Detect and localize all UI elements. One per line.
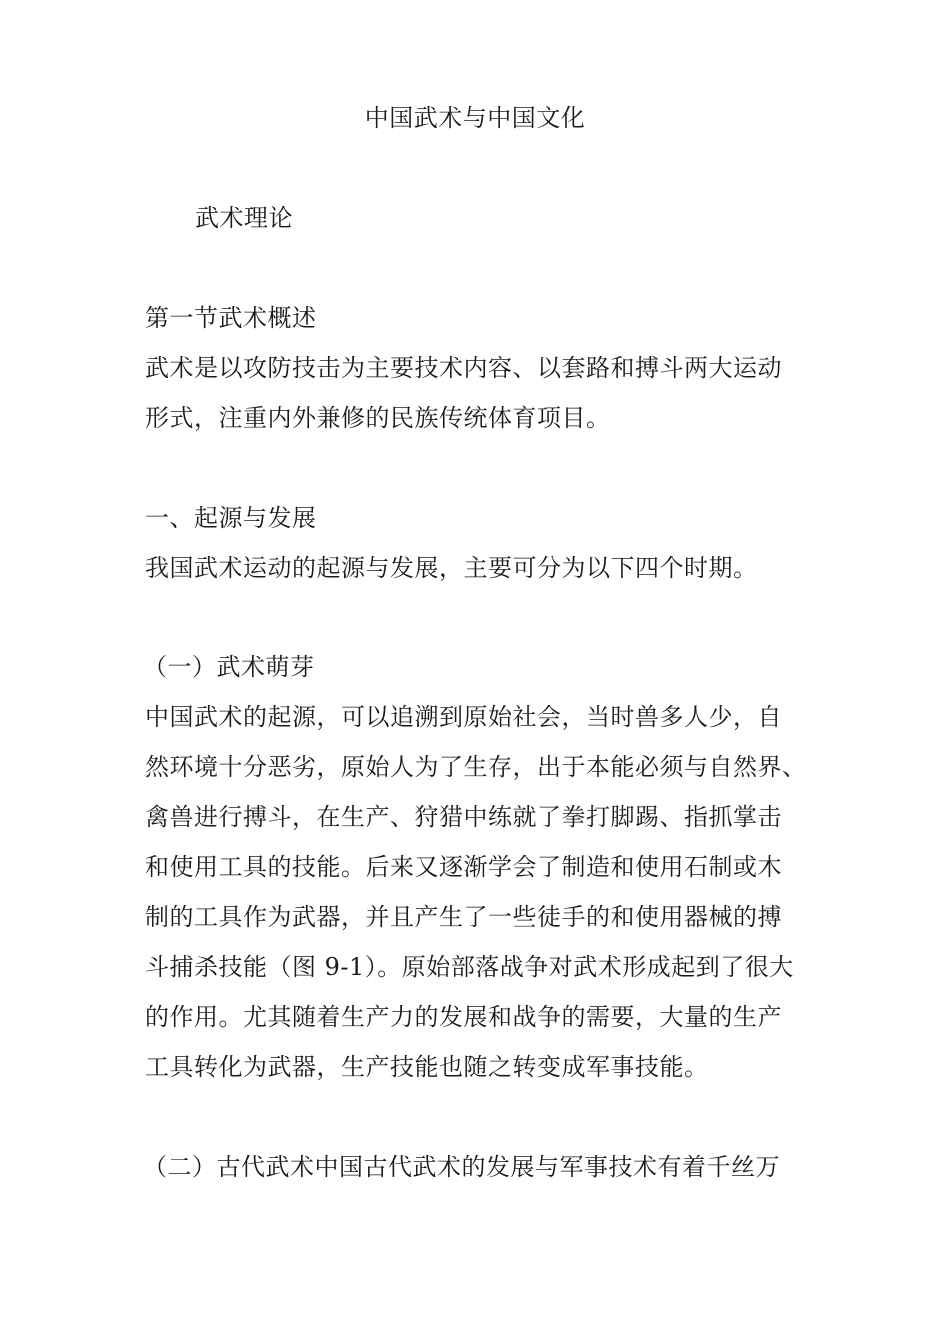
section-heading: 一、起源与发展 bbox=[145, 504, 317, 532]
section-heading: （一）武术萌芽 bbox=[143, 653, 315, 681]
paragraph-line: 中国武术的起源，可以追溯到原始社会，当时兽多人少，自 bbox=[145, 703, 782, 731]
paragraph-line: 制的工具作为武器，并且产生了一些徒手的和使用器械的搏 bbox=[145, 903, 782, 931]
section-heading: 第一节武术概述 bbox=[145, 304, 317, 332]
paragraph-line: 形式，注重内外兼修的民族传统体育项目。 bbox=[145, 404, 611, 432]
paragraph-line: 工具转化为武器，生产技能也随之转变成军事技能。 bbox=[145, 1053, 709, 1081]
document-subtitle: 武术理论 bbox=[195, 204, 293, 232]
paragraph-line: 和使用工具的技能。后来又逐渐学会了制造和使用石制或木 bbox=[145, 853, 782, 881]
paragraph-line: 然环境十分恶劣，原始人为了生存，出于本能必须与自然界、 bbox=[145, 753, 807, 781]
paragraph-line: 斗捕杀技能（图 9-1）。原始部落战争对武术形成起到了很大 bbox=[145, 953, 794, 981]
paragraph-line: 我国武术运动的起源与发展，主要可分为以下四个时期。 bbox=[145, 554, 758, 582]
paragraph-line: 的作用。尤其随着生产力的发展和战争的需要，大量的生产 bbox=[145, 1003, 782, 1031]
paragraph-line: 武术是以攻防技击为主要技术内容、以套路和搏斗两大运动 bbox=[145, 354, 782, 382]
document-title: 中国武术与中国文化 bbox=[364, 104, 586, 132]
paragraph-line: 禽兽进行搏斗，在生产、狩猎中练就了拳打脚踢、指抓掌击 bbox=[145, 803, 782, 831]
paragraph-line: （二）古代武术中国古代武术的发展与军事技术有着千丝万 bbox=[143, 1153, 780, 1181]
